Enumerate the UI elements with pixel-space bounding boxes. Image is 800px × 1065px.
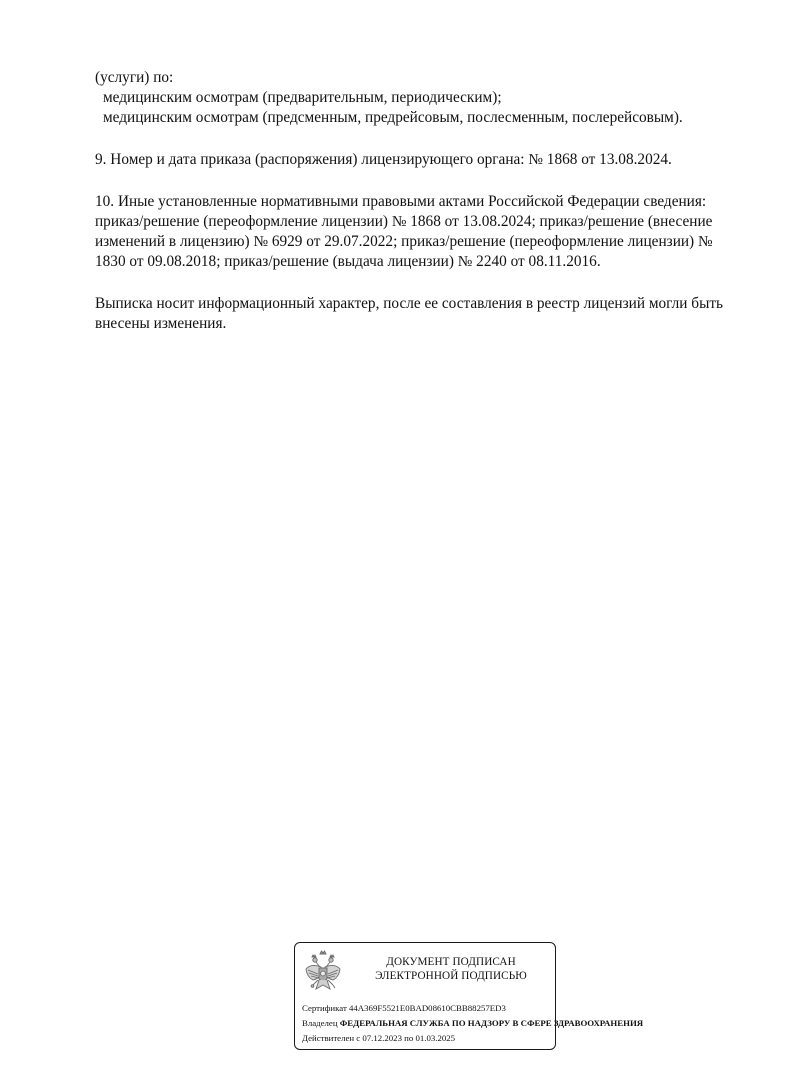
item-10-line: 1830 от 09.08.2018; приказ/решение (выдача лицензии) № 2240 от 08.11.2016.: [95, 253, 601, 270]
stamp-details: [302, 1001, 643, 1046]
item-10-line: изменений в лицензию) № 6929 от 29.07.2022; приказ/решение (переоформление лицензии) №: [95, 233, 713, 250]
electronic-signature-stamp: [294, 942, 644, 1050]
services-intro: (услуги) по:: [95, 69, 174, 86]
owner-value: ФЕДЕРАЛЬНАЯ СЛУЖБА ПО НАДЗОРУ В СФЕРЕ ЗДРАВООХРАНЕНИЯ: [339, 1018, 644, 1028]
stamp-title: [351, 955, 551, 983]
certificate-value: 44A369F5521E0BAD08610CBB88257ED3: [349, 1003, 506, 1013]
stamp-title-line: ДОКУМЕНТ ПОДПИСАН: [386, 956, 516, 968]
stamp-title-line: ЭЛЕКТРОННОЙ ПОДПИСЬЮ: [375, 970, 527, 982]
services-section: [95, 68, 760, 128]
owner-label: Владелец: [302, 1018, 338, 1028]
note-line: Выписка носит информационный характер, после ее составления в реестр лицензий могли быть: [95, 295, 724, 312]
item-9-order-info: 9. Номер и дата приказа (распоряжения) лицензирующего органа: № 1868 от 13.08.2024.: [95, 151, 672, 168]
validity-line: Действителен с 07.12.2023 по 01.03.2025: [302, 1033, 456, 1043]
services-item: медицинским осмотрам (предсменным, предрейсовым, послесменным, послерейсовым).: [103, 109, 683, 126]
item-10-other-info: [95, 192, 760, 272]
coat-of-arms-icon: [303, 949, 343, 995]
note-line: внесены изменения.: [95, 315, 227, 332]
owner-line: [302, 1016, 643, 1031]
document-body: [95, 68, 760, 334]
certificate-line: [302, 1001, 643, 1016]
item-10-line: приказ/решение (переоформление лицензии) № 1868 от 13.08.2024; приказ/решение (внесение: [95, 213, 713, 230]
services-item: медицинским осмотрам (предварительным, периодическим);: [103, 89, 502, 106]
disclaimer-note: [95, 294, 760, 334]
certificate-label: Сертификат: [302, 1003, 347, 1013]
item-10-line: 10. Иные установленные нормативными правовыми актами Российской Федерации сведения:: [95, 193, 707, 210]
